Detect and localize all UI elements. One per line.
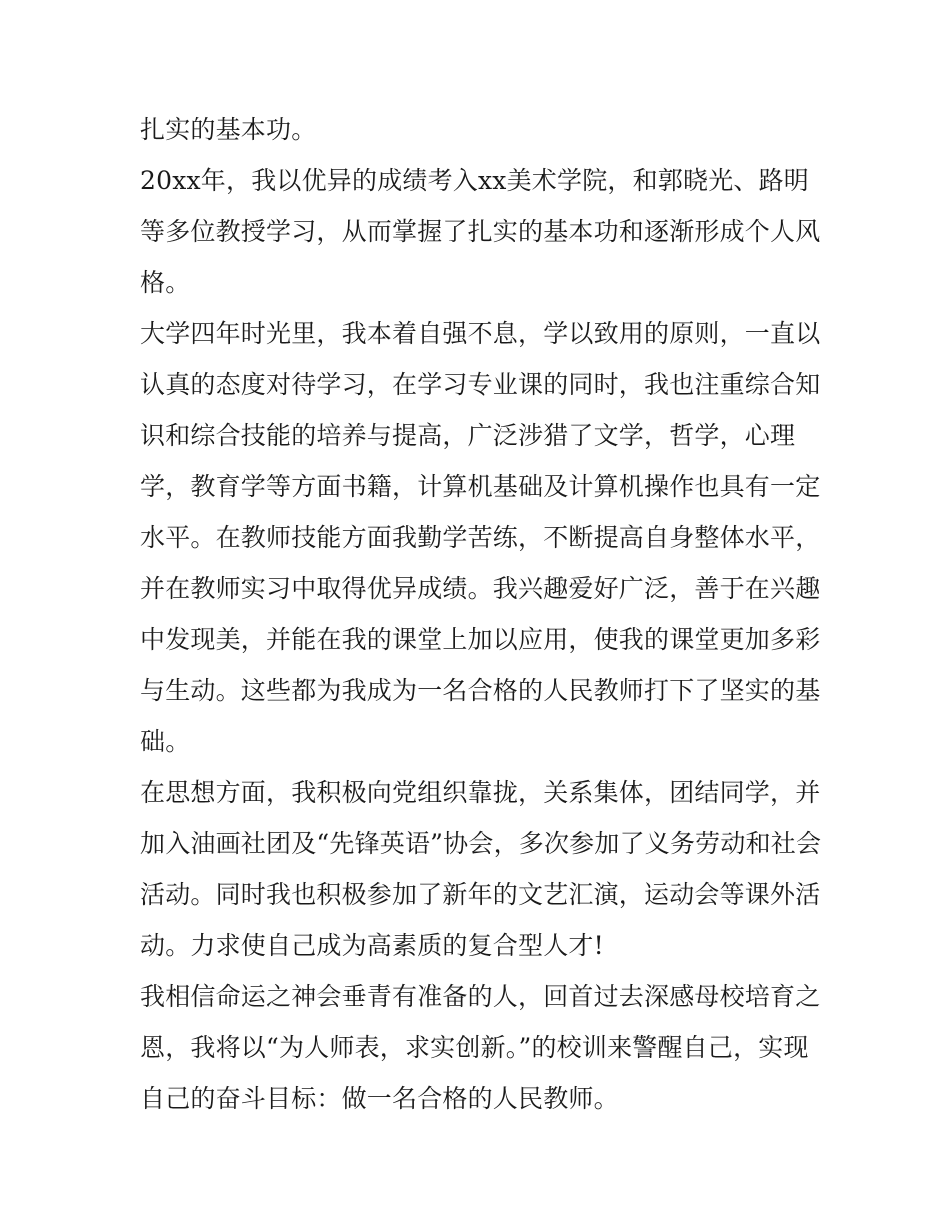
text-line: 中发现美，并能在我的课堂上加以应用，使我的课堂更加多彩 [140, 625, 821, 654]
text-line: 自己的奋斗目标：做一名合格的人民教师。 [140, 1084, 619, 1113]
text-line: 并在教师实习中取得优异成绩。我兴趣爱好广泛，善于在兴趣 [140, 574, 821, 603]
text-line: 础。 [140, 727, 191, 756]
text-line: 学，教育学等方面书籍，计算机基础及计算机操作也具有一定 [140, 472, 821, 501]
text-line: 识和综合技能的培养与提高，广泛涉猎了文学，哲学，心理 [140, 421, 796, 450]
text-line: 与生动。这些都为我成为一名合格的人民教师打下了坚实的基 [140, 676, 821, 705]
text-line: 等多位教授学习，从而掌握了扎实的基本功和逐渐形成个人风 [140, 217, 821, 246]
text-line: 恩，我将以“为人师表，求实创新。”的校训来警醒自己，实现 [140, 1033, 809, 1062]
text-line: 水平。在教师技能方面我勤学苦练，不断提高自身整体水平， [140, 523, 821, 552]
text-line: 在思想方面，我积极向党组织靠拢，关系集体，团结同学，并 [140, 778, 821, 807]
text-line: 动。力求使自己成为高素质的复合型人才! [140, 931, 604, 960]
text-line: 20xx年，我以优异的成绩考入xx美术学院，和郭晓光、路明 [140, 166, 810, 195]
text-line: 认真的态度对待学习，在学习专业课的同时，我也注重综合知 [140, 370, 821, 399]
text-line: 扎实的基本功。 [140, 115, 317, 144]
document-body [140, 104, 822, 1124]
text-line: 我相信命运之神会垂青有准备的人，回首过去深感母校培育之 [140, 982, 821, 1011]
text-line: 大学四年时光里，我本着自强不息，学以致用的原则，一直以 [140, 319, 821, 348]
text-line: 活动。同时我也积极参加了新年的文艺汇演，运动会等课外活 [140, 880, 821, 909]
text-line: 加入油画社团及“先锋英语”协会，多次参加了义务劳动和社会 [140, 829, 822, 858]
text-line: 格。 [140, 268, 191, 297]
